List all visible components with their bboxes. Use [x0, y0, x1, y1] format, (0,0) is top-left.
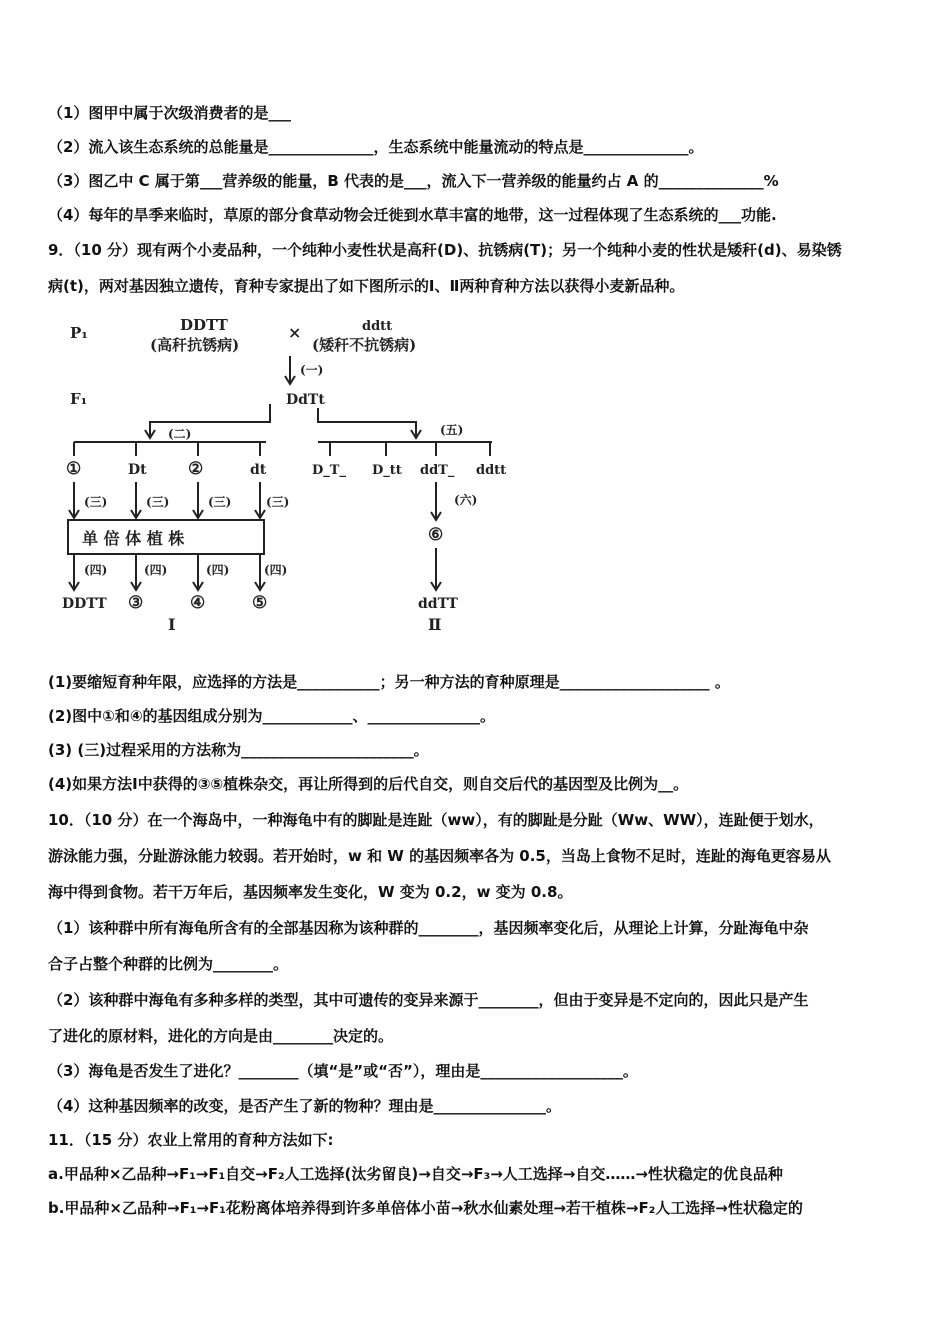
step4-label-a: (四) [84, 563, 108, 577]
q11-method-b: b.甲品种×乙品种→F₁→F₁花粉离体培养得到许多单倍体小苗→秋水仙素处理→若干植株→F₂人工选择→性状稳定的 [48, 1199, 803, 1217]
q11-method-a: a.甲品种×乙品种→F₁→F₁自交→F₂人工选择(汰劣留良)→自交→F₃→人工选择→自交……→性状稳定的优良品种 [48, 1165, 783, 1183]
p1-label: P₁ [70, 324, 88, 342]
gamete-2: ② [188, 459, 204, 479]
six-circle: ⑥ [428, 525, 444, 545]
f1-genotype: DdTt [286, 392, 325, 408]
method-2-label: Ⅱ [428, 615, 442, 634]
f2-D_tt: D_tt [372, 463, 402, 478]
branch-right [318, 408, 416, 436]
f1-label: F₁ [70, 390, 88, 408]
parent2-genotype: ddtt [362, 319, 393, 334]
q10-stem-line2: 游泳能力强，分趾游泳能力较弱。若开始时，w 和 W 的基因频率各为 0.5，当岛上食物不足时，连趾的海龟更容易从 [48, 847, 831, 865]
method-1-label: Ⅰ [168, 615, 176, 634]
step6-label: (六) [454, 493, 478, 507]
cross-symbol: × [288, 323, 302, 342]
q9-part3: (3) (三)过程采用的方法称为_______________________。 [48, 741, 429, 759]
step3-label-b: (三) [146, 495, 170, 509]
output-4: ④ [190, 593, 206, 613]
parent1-phenotype: (高秆抗锈病) [150, 336, 240, 354]
output-5: ⑤ [252, 593, 268, 613]
q10-stem-line3: 海中得到食物。若干万年后，基因频率发生变化，W 变为 0.2，w 变为 0.8。 [48, 883, 573, 901]
f2-ddT_: ddT_ [420, 463, 455, 478]
q8-part1: （1）图甲中属于次级消费者的是___ [48, 104, 291, 122]
step3-label-a: (三) [84, 495, 108, 509]
q8-part4: （4）每年的旱季来临时，草原的部分食草动物会迁徙到水草丰富的地带，这一过程体现了生态系统的___功能. [48, 206, 777, 224]
output-3: ③ [128, 593, 144, 613]
q10-part1-line2: 合子占整个种群的比例为________。 [48, 955, 289, 973]
q10-part2-line1: （2）该种群中海龟有多种多样的类型，其中可遗传的变异来源于________，但由于变异是不定向的，因此只是产生 [48, 991, 809, 1009]
q8-part2: （2）流入该生态系统的总能量是______________，生态系统中能量流动的特点是______________。 [48, 138, 704, 156]
output-ddTT: ddTT [418, 596, 458, 612]
step5-label: (五) [440, 423, 464, 437]
q9-part4: (4)如果方法Ⅰ中获得的③⑤植株杂交，再让所得到的后代自交，则自交后代的基因型及比例为__。 [48, 775, 689, 793]
q10-part2-line2: 了进化的原材料，进化的方向是由________决定的。 [48, 1027, 394, 1045]
step3-label-c: (三) [208, 495, 232, 509]
q9-stem-line1: 9．（10 分）现有两个小麦品种，一个纯种小麦性状是高秆(D)、抗锈病(T)；另一个纯种小麦的性状是矮秆(d)、易染锈 [48, 241, 842, 259]
step4-label-c: (四) [206, 563, 230, 577]
step3-label-d: (三) [266, 495, 290, 509]
step4-label-b: (四) [144, 563, 168, 577]
gamete-1: ① [66, 459, 82, 479]
gamete-Dt: Dt [128, 462, 147, 478]
q11-stem: 11．（15 分）农业上常用的育种方法如下: [48, 1131, 334, 1149]
q9-part1: (1)要缩短育种年限，应选择的方法是___________；另一种方法的育种原理是____________________ 。 [48, 673, 730, 691]
q10-part4: （4）这种基因频率的改变，是否产生了新的物种？理由是_______________。 [48, 1097, 561, 1115]
step4-label-d: (四) [264, 563, 288, 577]
parent1-genotype: DDTT [180, 316, 228, 334]
q10-part1-line1: （1）该种群中所有海龟所含有的全部基因称为该种群的________，基因频率变化后，从理论上计算，分趾海龟中杂 [48, 919, 809, 937]
q10-part3: （3）海龟是否发生了进化？________（填“是”或“否”），理由是___________________。 [48, 1062, 638, 1080]
f2-ddtt: ddtt [476, 463, 507, 478]
q9-part2: (2)图中①和④的基因组成分别为____________、_______________。 [48, 707, 496, 725]
output-DDTT: DDTT [62, 596, 107, 612]
haploid-label: 单 倍 体 植 株 [82, 529, 185, 548]
breeding-diagram [60, 312, 530, 652]
q9-stem-line2: 病(t)，两对基因独立遗传，育种专家提出了如下图所示的Ⅰ、Ⅱ两种育种方法以获得小麦新品种。 [48, 277, 685, 295]
parent2-phenotype: (矮秆不抗锈病) [312, 336, 417, 354]
step2-label: (二) [168, 427, 192, 441]
step1-label: (一) [300, 363, 324, 377]
f2-D_T_: D_T_ [312, 463, 346, 478]
gamete-dt: dt [250, 462, 267, 478]
q10-stem-line1: 10．（10 分）在一个海岛中，一种海龟中有的脚趾是连趾（ww），有的脚趾是分趾（Ww、WW），连趾便于划水， [48, 811, 824, 829]
q8-part3: （3）图乙中 C 属于第___营养级的能量，B 代表的是___，流入下一营养级的能量约占 A 的______________% [48, 172, 779, 190]
